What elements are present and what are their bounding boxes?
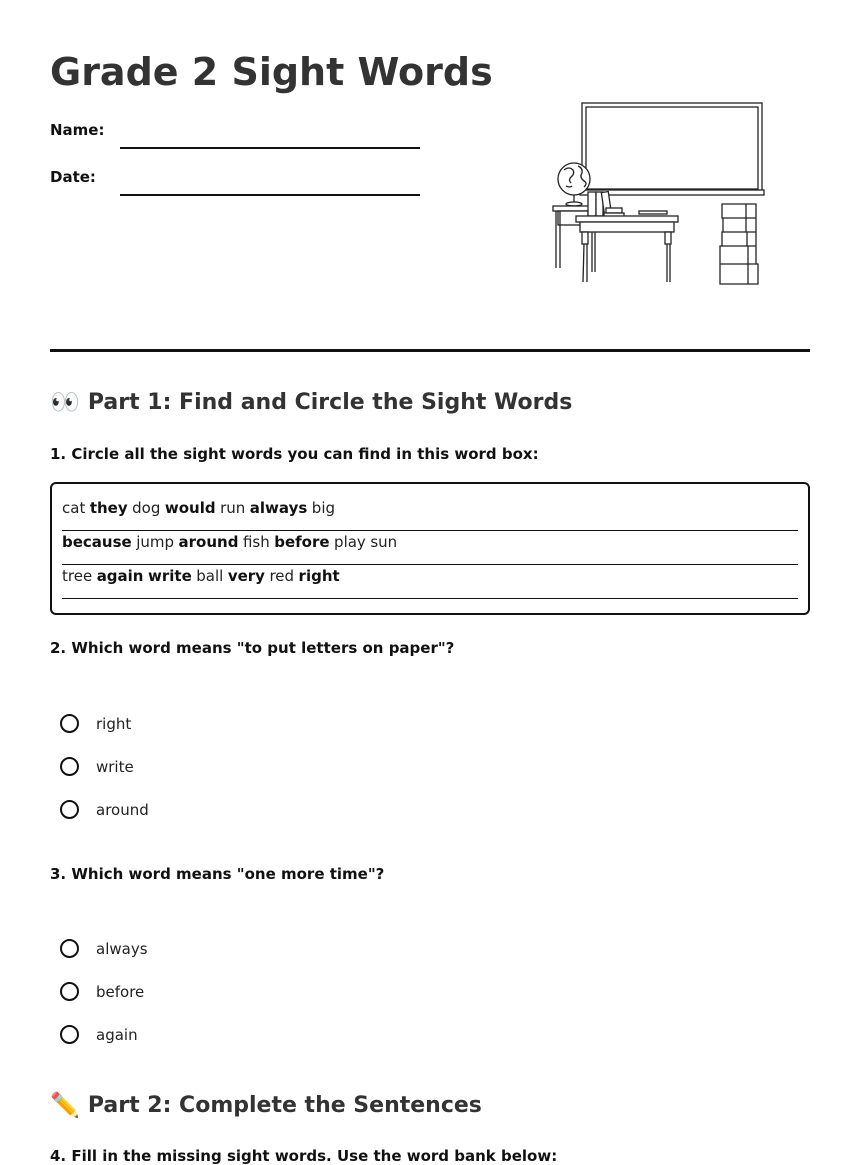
sight-word[interactable]: because — [62, 533, 132, 551]
option-write[interactable] — [60, 745, 149, 788]
filler-word[interactable]: dog — [132, 499, 161, 517]
sight-word[interactable]: right — [298, 567, 340, 585]
filler-word[interactable]: fish — [242, 533, 270, 551]
date-label: Date: — [50, 168, 96, 186]
sight-word[interactable]: again — [96, 567, 144, 585]
filler-word[interactable]: play — [334, 533, 366, 551]
question-3-options — [60, 927, 148, 1056]
word-row — [62, 531, 798, 565]
sight-word[interactable]: write — [148, 567, 192, 585]
part1-heading-text: Part 1: Find and Circle the Sight Words — [87, 389, 573, 415]
radio-button[interactable] — [60, 939, 79, 958]
filler-word[interactable]: sun — [370, 533, 398, 551]
part2-heading — [50, 1091, 482, 1119]
filler-word[interactable]: ball — [196, 567, 224, 585]
sight-word[interactable]: always — [249, 499, 308, 517]
option-label: around — [96, 800, 149, 819]
sight-word[interactable]: would — [164, 499, 216, 517]
option-always[interactable] — [60, 927, 148, 970]
name-field — [50, 121, 420, 151]
option-label: always — [96, 939, 148, 958]
filler-word[interactable]: tree — [62, 567, 93, 585]
filler-word[interactable]: jump — [136, 533, 175, 551]
sight-word[interactable]: before — [274, 533, 330, 551]
filler-word[interactable]: cat — [62, 499, 86, 517]
option-label: before — [96, 982, 145, 1001]
option-before[interactable] — [60, 970, 148, 1013]
classroom-illustration — [550, 100, 770, 290]
eyes-icon: 👀 — [50, 388, 80, 416]
radio-button[interactable] — [60, 714, 79, 733]
radio-button[interactable] — [60, 982, 79, 1001]
radio-button[interactable] — [60, 1025, 79, 1044]
option-label: again — [96, 1025, 138, 1044]
date-write-line[interactable] — [120, 194, 420, 196]
option-again[interactable] — [60, 1013, 148, 1056]
question-2-options — [60, 702, 149, 831]
page-title: Grade 2 Sight Words — [50, 50, 493, 94]
filler-word[interactable]: big — [311, 499, 336, 517]
question-1-prompt: 1. Circle all the sight words you can find in this word box: — [50, 445, 539, 463]
option-label: right — [96, 714, 132, 733]
filler-word[interactable]: red — [269, 567, 295, 585]
option-label: write — [96, 757, 134, 776]
name-label: Name: — [50, 121, 105, 139]
part1-heading — [50, 388, 572, 416]
radio-button[interactable] — [60, 800, 79, 819]
part2-heading-text: Part 2: Complete the Sentences — [87, 1092, 482, 1118]
word-box — [50, 482, 810, 615]
sight-word[interactable]: around — [178, 533, 239, 551]
word-row — [62, 497, 798, 531]
pencil-icon: ✏️ — [50, 1091, 80, 1119]
date-field — [50, 168, 420, 198]
question-3-prompt: 3. Which word means "one more time"? — [50, 865, 385, 883]
word-row — [62, 565, 798, 599]
radio-button[interactable] — [60, 757, 79, 776]
sight-word[interactable]: they — [89, 499, 128, 517]
name-write-line[interactable] — [120, 147, 420, 149]
option-right[interactable] — [60, 702, 149, 745]
header-divider — [50, 349, 810, 352]
option-around[interactable] — [60, 788, 149, 831]
question-2-prompt: 2. Which word means "to put letters on paper"? — [50, 639, 455, 657]
question-4-prompt: 4. Fill in the missing sight words. Use the word bank below: — [50, 1147, 558, 1165]
sight-word[interactable]: very — [227, 567, 265, 585]
filler-word[interactable]: run — [220, 499, 246, 517]
